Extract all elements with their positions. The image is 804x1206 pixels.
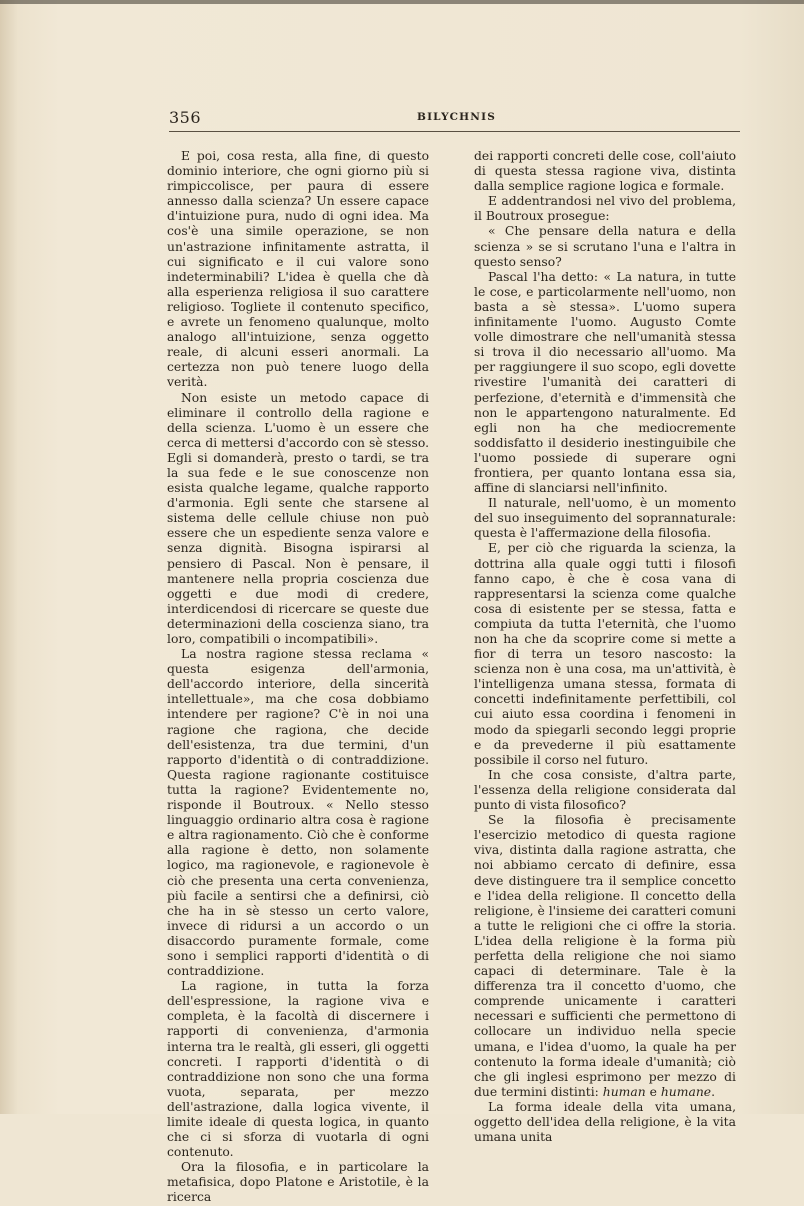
paragraph: Pascal l'ha detto: « La natura, in tutte le cose, e particolarmente nell'uomo, non basta a sè stessa». L'uomo supera infinitamente l'uomo. Augusto Comte volle dimostrare che nell'umanità stessa si trova il dio necessario all'uomo. Ma per raggiungere il suo scopo, egli dovette rivestire l'umanità dei caratteri di perfezione, d'eternità e d'immensità che non le appartengono naturalmente. Ed egli non ha che mediocremente soddisfatto il desiderio inestinguibile che l'uomo possiede di superare ogni frontiera, per quanto lontana essa sia, affine di slanciarsi nell'infinito. — [474, 269, 736, 496]
page-number: 356 — [169, 108, 202, 127]
paragraph: E, per ciò che riguarda la scienza, la dottrina alla quale oggi tutti i filosofi fanno capo, è che è cosa vana di rappresentarsi la scienza come qualche cosa di esistente per se stessa, fatta e compiuta da tutta l'eternità, che l'uomo non ha che da scoprire come si mette a fior di terra un tesoro nascosto: la scienza non è una cosa, ma un'attività, è l'intelligenza umana stessa, formata di concetti indefinitamente perfettibili, col cui aiuto essa coordina i fenomeni in modo da spiegarli secondo leggi proprie e da prevederne il più esattamente possibile il corso nel futuro. — [474, 541, 736, 767]
paragraph: Il naturale, nell'uomo, è un momento del suo inseguimento del soprannaturale: questa è l'affermazione della filosofia. — [474, 496, 736, 541]
paragraph: La forma ideale della vita umana, oggetto dell'idea della religione, è la vita umana unita — [474, 1099, 736, 1145]
left-column — [167, 149, 429, 1206]
paragraph: In che cosa consiste, d'altra parte, l'essenza della religione considerata dal punto di vista filosofico? — [474, 767, 736, 813]
paragraph: E poi, cosa resta, alla fine, di questo dominio interiore, che ogni giorno più si rimpiccolisce, per paura di essere annesso dalla scienza? Un essere capace d'intuizione pura, nudo di ogni idea. Ma cos'è una simile operazione, se non un'astrazione infinitamente astratta, il cui significato e il cui valore sono indeterminabili? L'idea è quella che dà alla esperienza religiosa il suo carattere religioso. Togliete il contenuto specifico, e avrete un fenomeno qualunque, molto analogo all'intuizione, senza oggetto reale, di alcuni esseri anormali. La certezza non può tenere luogo della verità. — [167, 149, 429, 390]
term-connector: e — [645, 1084, 661, 1099]
right-column — [474, 149, 736, 1145]
paragraph: La ragione, in tutta la forza dell'espressione, la ragione viva e completa, è la facoltà di discernere i rapporti di convenienza, d'armonia interna tra le realtà, gli esseri, gli oggetti concreti. I rapporti d'identità o di contraddizione non sono che una forma vuota, separata, per mezzo dell'astrazione, dalla logica vivente, il limite ideale di questa logica, in quanto che ci si sforza di vuotarla di ogni contenuto. — [167, 979, 429, 1160]
paragraph: « Che pensare della natura e della scienza » se si scrutano l'una e l'altra in questo senso? — [474, 224, 736, 269]
paragraph — [474, 813, 736, 1100]
running-title: BILYCHNIS — [417, 111, 496, 123]
paragraph: Non esiste un metodo capace di eliminare il controllo della ragione e della scienza. L'uomo è un essere che cerca di mettersi d'accordo con sè stesso. Egli si domanderà, presto o tardi, se tra la sua fede e le sue conoscenze non esista qualche legame, qualche rapporto d'armonia. Egli sente che starsene al sistema delle cellule chiuse non può essere che un espediente senza valore e senza dignità. Bisogna ispirarsi al pensiero di Pascal. Non è pensare, il mantenere nella propria coscienza due oggetti e due modi di credere, interdicendosi di ricercare se queste due determinazioni della coscienza siano, tra loro, compatibili o incompatibili». — [167, 390, 429, 646]
paragraph-text: Se la filosofia è precisamente l'esercizio metodico di questa ragione viva, distinta dalla ragione astratta, che noi abbiamo cercato di definire, essa deve distinguere tra il semplice concetto e l'idea della religione. Il concetto della religione, è l'insieme dei caratteri comuni a tutte le religioni che ci offre la storia. L'idea della religione è la forma più perfetta della religione che noi siamo capaci di determinare. Tale è la differenza tra il concetto d'uomo, che comprende unicamente i caratteri necessari e sufficienti che permettono di collocare un individuo nella specie umana, e l'idea d'uomo, la quale ha per contenuto la forma ideale d'umanità; ciò che gli inglesi esprimono per mezzo di due termini distinti: — [474, 813, 736, 1099]
paragraph: Ora la filosofia, e in particolare la metafisica, dopo Platone e Aristotile, è la ricerca — [167, 1160, 429, 1205]
term-human: human — [602, 1084, 646, 1099]
term-end: . — [711, 1084, 716, 1099]
paragraph: dei rapporti concreti delle cose, coll'aiuto di questa stessa ragione viva, distinta dalla semplice ragione logica e formale. — [474, 149, 736, 194]
header-rule — [169, 131, 740, 132]
page-header — [169, 108, 740, 132]
paragraph: La nostra ragione stessa reclama « questa esigenza dell'armonia, dell'accordo interiore, della sincerità intellettuale», ma che cosa dobbiamo intendere per ragione? C'è in noi una ragione che ragiona, che decide dell'esistenza, tra due termini, d'un rapporto d'identità o di contraddizione. Questa ragione ragionante costituisce tutta la ragione? Evidentemente no, risponde il Boutroux. « Nello stesso linguaggio ordinario altra cosa è ragione e altra ragionamento. Ciò che è conforme alla ragione è detto, non solamente logico, ma ragionevole, e ragionevole è ciò che presenta una certa convenienza, più facile a sentirsi che a definirsi, ciò che ha in sè stesso un certo valore, invece di ridursi a un accordo o un disaccordo puramente formale, come sono i semplici rapporti d'identità o di contraddizione. — [167, 647, 429, 979]
term-humane: humane — [660, 1084, 712, 1099]
paragraph: E addentrandosi nel vivo del problema, il Boutroux prosegue: — [474, 194, 736, 224]
page-top-edge — [0, 0, 804, 4]
